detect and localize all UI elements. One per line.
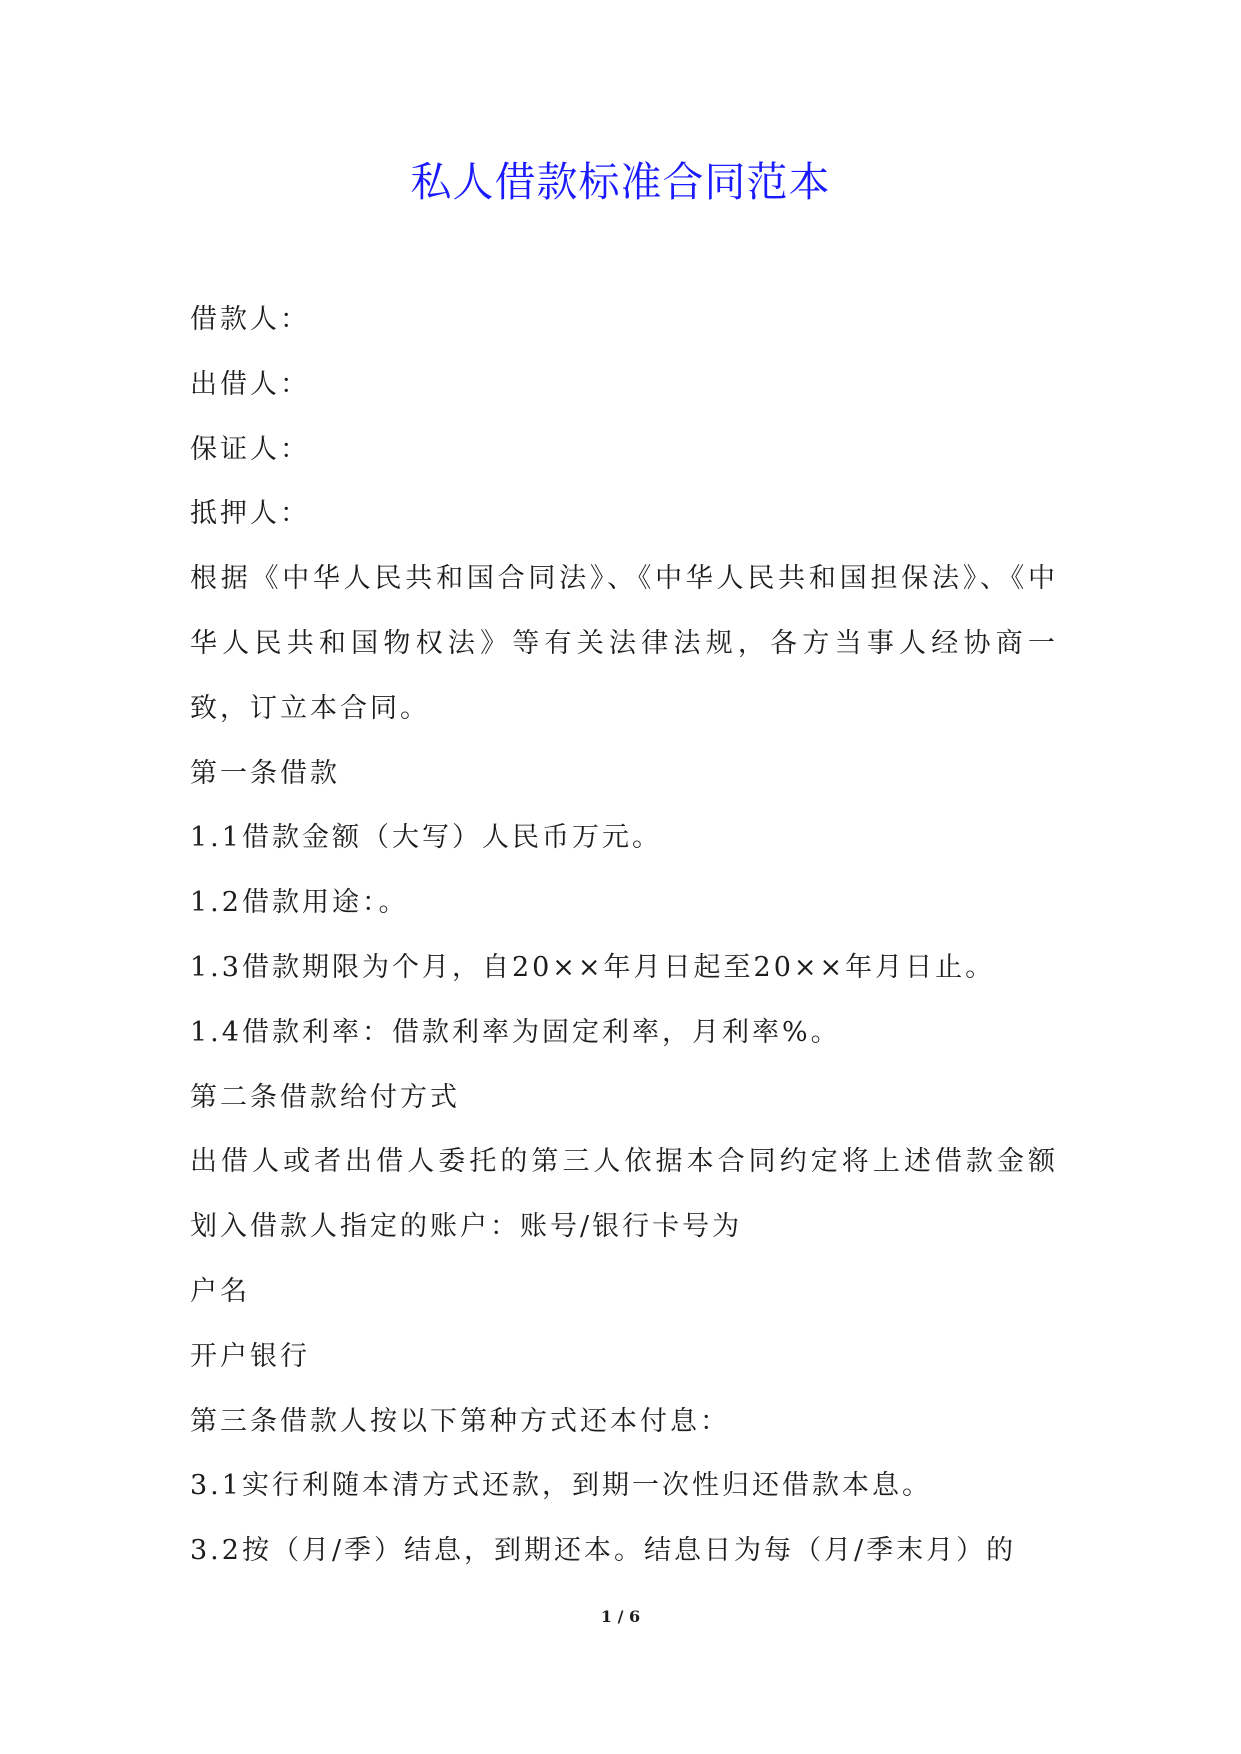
page-number: 1 / 6: [600, 1607, 641, 1626]
paragraph-guarantor: 保证人：: [190, 433, 310, 465]
document-title: 私人借款标准合同范本: [410, 158, 831, 206]
clause-1-2: 1.2借款用途：。: [190, 887, 409, 919]
paragraph-lender: 出借人：: [190, 368, 310, 400]
article-2-heading: 第二条借款给付方式: [190, 1081, 460, 1113]
clause-3-1: 3.1实行利随本清方式还款，到期一次性归还借款本息。: [190, 1470, 932, 1502]
clause-1-1: 1.1借款金额（大写）人民币万元。: [190, 822, 662, 854]
paragraph-borrower: 借款人：: [190, 304, 310, 335]
clause-1-4: 1.4借款利率：借款利率为固定利率，月利率%。: [190, 1016, 841, 1048]
document-body: [190, 288, 1058, 1584]
article-3-heading: 第三条借款人按以下第种方式还本付息：: [190, 1405, 730, 1437]
paragraph-payment-account: 出借人或者出借人委托的第三人依据本合同约定将上述借款金额划入借款人指定的账户：账号/银行卡号为: [190, 1146, 1058, 1243]
article-1-heading: 第一条借款: [190, 757, 340, 789]
clause-3-2: 3.2按（月/季）结息，到期还本。结息日为每（月/季末月）的: [190, 1535, 1017, 1567]
paragraph-bank: 开户银行: [190, 1340, 310, 1372]
paragraph-legal-basis: 根据《中华人民共和国合同法》、《中华人民共和国担保法》、《中华人民共和国物权法》等有关法律法规，各方当事人经协商一致，订立本合同。: [190, 563, 1058, 724]
paragraph-mortgagor: 抵押人：: [190, 498, 310, 530]
clause-1-3: 1.3借款期限为个月，自20××年月日起至20××年月日止。: [190, 951, 996, 983]
paragraph-account-name: 户名: [190, 1275, 250, 1307]
